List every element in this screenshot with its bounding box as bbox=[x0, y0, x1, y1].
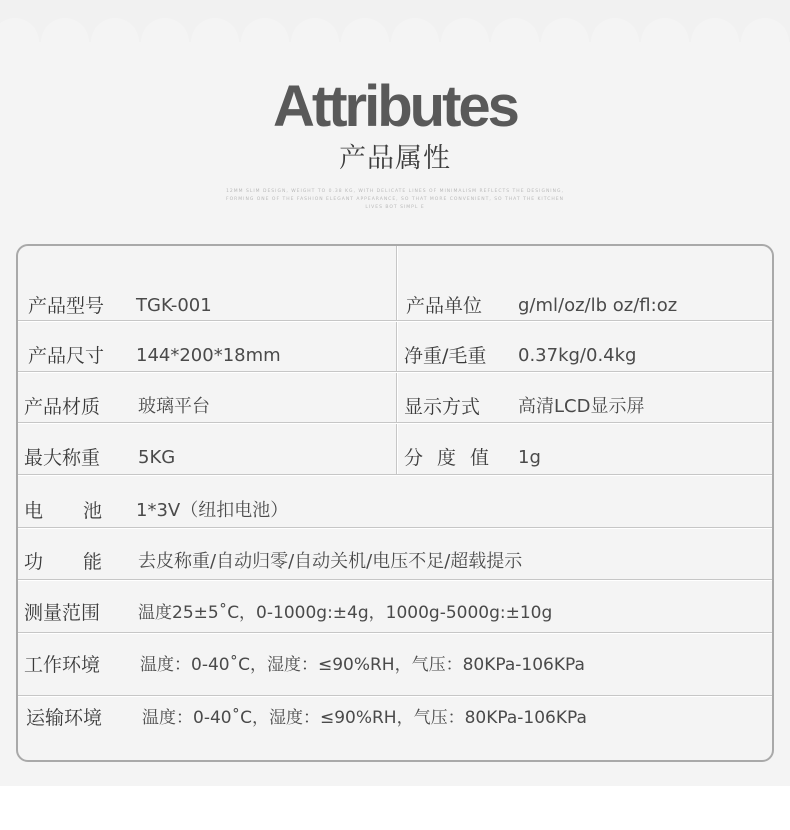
attr-value-range: 温度25±5˚C，0-1000g:±4g，1000g-5000g:±10g bbox=[138, 603, 553, 623]
attr-label-capacity: 最大称重 bbox=[24, 447, 101, 469]
attr-value-material: 玻璃平台 bbox=[138, 396, 210, 417]
attr-label-size: 产品尺寸 bbox=[28, 345, 105, 367]
page-subtitle: 产品属性 bbox=[339, 143, 451, 174]
attr-label-model: 产品型号 bbox=[28, 295, 105, 317]
attr-value-unit: g/ml/oz/lb oz/fl:oz bbox=[518, 295, 678, 316]
attr-label-weight: 净重/毛重 bbox=[404, 345, 487, 367]
row-divider bbox=[18, 695, 772, 697]
attr-label-material: 产品材质 bbox=[24, 396, 101, 418]
attr-value-capacity: 5KG bbox=[138, 447, 176, 468]
attr-label-battery: 电池 bbox=[24, 500, 143, 522]
attr-value-battery: 1*3V（纽扣电池） bbox=[136, 500, 289, 521]
attr-label-working-env: 工作环境 bbox=[24, 654, 101, 676]
row-divider bbox=[18, 579, 772, 581]
attr-label-function: 功能 bbox=[24, 551, 143, 573]
row-divider bbox=[18, 474, 772, 476]
scallop-border bbox=[0, 18, 790, 60]
attr-value-working-env: 温度：0-40˚C，湿度：≤90%RH，气压：80KPa-106KPa bbox=[140, 655, 585, 675]
page-title: Attributes bbox=[273, 74, 517, 139]
row-divider bbox=[18, 320, 772, 322]
row-divider bbox=[18, 527, 772, 529]
attr-value-model: TGK-001 bbox=[136, 295, 212, 316]
attributes-table bbox=[16, 244, 774, 762]
attr-value-function: 去皮称重/自动归零/自动关机/电压不足/超载提示 bbox=[138, 551, 523, 572]
row-divider bbox=[18, 422, 772, 424]
attr-label-division: 分度值 bbox=[404, 447, 504, 469]
column-divider bbox=[396, 246, 398, 474]
attr-value-weight: 0.37kg/0.4kg bbox=[518, 345, 637, 366]
attr-label-range: 测量范围 bbox=[24, 602, 101, 624]
decorative-fineprint: 12MM SLIM DESIGN, WEIGHT TO 0.38 KG, WITH DELICATE LINES OF MINIMALISM REFLECTS THE DESIGNING, FORMING ONE OF THE FASHION ELEGANT APPEARANCE, SO THAT MORE CONVENIENT, SO THAT THE KITCHEN LIVES BOT SIMPL E bbox=[226, 189, 564, 210]
row-divider bbox=[18, 632, 772, 634]
attr-label-transport-env: 运输环境 bbox=[26, 707, 103, 729]
attr-value-display: 高清LCD显示屏 bbox=[518, 396, 645, 417]
attr-value-division: 1g bbox=[518, 447, 541, 468]
attr-value-transport-env: 温度：0-40˚C，湿度：≤90%RH，气压：80KPa-106KPa bbox=[142, 708, 587, 728]
attr-label-unit: 产品单位 bbox=[406, 295, 483, 317]
row-divider bbox=[18, 371, 772, 373]
attr-value-size: 144*200*18mm bbox=[136, 345, 281, 366]
attr-label-display: 显示方式 bbox=[404, 396, 481, 418]
